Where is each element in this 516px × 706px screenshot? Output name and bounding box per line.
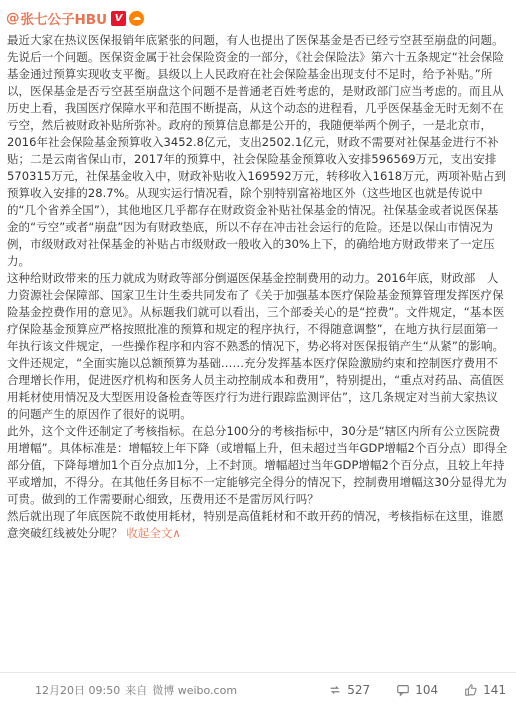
- source-prefix: 来自: [125, 683, 148, 697]
- collapse-link[interactable]: [126, 526, 181, 540]
- post-source[interactable]: 微博 weibo.com: [152, 683, 238, 697]
- post-meta: [35, 682, 328, 698]
- paragraph-2: 先说后一个问题。医保资金属于社会保险资金的一部分，《社会保险法》第六十五条规定“社会保险基金通过预算实现收支平衡。县级以上人民政府在社会保险基金出现支付不足时，给予补贴。”所以，医保基金是否亏空甚至崩盘这个问题不是普通老百姓考虑的，是财政部门应当考虑的。而且从历史上看，我国医疗保障水平和范围不断提高，从这个动态的进程看，几乎医保基金无时无刻不在亏空，然后被财政补贴所弥补。政府的预算信息都是公开的，我随便举两个例子，一是北京市，2016年社会保险基金预算收入3452.8亿元，支出2502.1亿元，财政不需要对社保基金进行不补贴；二是云南省保山市，2017年的预算中，社会保险基金预算收入安排596569万元，支出安排570315万元，社保基金收入中，财政补贴收入169592万元，转移收入1618万元，两项补贴占到预算收入安排的28.7%。从现实运行情况看，除个别特别富裕地区外（这些地区也就是传说中的“几个省养全国”），其他地区几乎都存在财政资金补贴社保基金的情况。社保基金或者说医保基金的“亏空”或者“崩盘”因为有财政垫底，所以不存在冲击社会运行的危险。还是以保山市情况为例，市级财政对社保基金的补贴占市级财政一般收入的30%上下，的确给地方财政带来了一定压力。: [7, 50, 507, 268]
- collapse-label: 收起全文: [126, 526, 173, 540]
- author-name[interactable]: 张七公子HBU: [20, 12, 108, 28]
- at-sign: @: [6, 10, 20, 26]
- paragraph-5-text: 然后就出现了年底医院不敢使用耗材，特别是高值耗材和不敢开药的情况，考核指标在这里，谁愿意突破红线被处分呢？: [7, 509, 504, 540]
- repost-count: 527: [347, 682, 371, 697]
- post-header: [0, 0, 516, 32]
- post-footer: [0, 672, 516, 706]
- post-date[interactable]: 12月20日 09:50: [35, 683, 121, 697]
- paragraph-3: 这种给财政带来的压力就成为财政等部分倒逼医保基金控制费用的动力。2016年底，财政部 人力资源社会保障部、国家卫生计生委共同发布了《关于加强基本医疗保险基金预算管理发挥医疗保险基金控费作用的意见》。从标题我们就可以看出，三个部委关心的是“控费”。文件规定，“基本医疗保险基金预算应严格按照批准的预算和规定的程序执行，不得随意调整”，在地方执行层面第一年执行该文件规定，一些操作程序和内容不熟悉的情况下，势必将对医保报销产生“从紧”的影响。文件还规定，“全面实施以总额预算为基础……充分发挥基本医疗保险激励约束和控制医疗费用不合理增长作用，促进医疗机构和医务人员主动控制成本和费用”，特别提出，“重点对药品、高值医用耗材使用情况及大型医用设备检查等医疗行为进行跟踪监测评估”，这几条规定对当前大家热议的问题产生的原因作了很好的说明。: [7, 271, 505, 421]
- repost-button[interactable]: [328, 683, 370, 697]
- paragraph-1: 最近大家在热议医保报销年底紧张的问题，有人也提出了医保基金是否已经亏空甚至崩盘的问题。: [7, 33, 504, 47]
- like-count: 141: [483, 682, 506, 697]
- level-badge-icon[interactable]: ☁: [129, 11, 144, 26]
- like-button[interactable]: [464, 683, 506, 697]
- comment-button[interactable]: [396, 683, 438, 697]
- comment-count: 104: [415, 682, 439, 697]
- post-actions: [328, 683, 506, 697]
- post-body: [0, 32, 516, 542]
- repost-icon: [328, 683, 342, 697]
- comment-icon: [396, 683, 410, 697]
- thumbs-up-icon: [464, 683, 478, 697]
- paragraph-4: 此外，这个文件还制定了考核指标。在总分100分的考核指标中，30分是“辖区内所有公立医院费用增幅”。具体标准是：增幅较上年下降（或增幅上升，但未超过当年GDP增幅2个百分点）即得全部分值，下降每增加1个百分点加1分，上不封顶。增幅超过当年GDP增幅2个百分点，且较上年持平或增加，不得分。在其他任务目标不一定能够完全得分的情况下，控制费用增幅这30分显得尤为可贵。做到的工作需要耐心细致，压费用还不是雷厉风行吗？: [7, 424, 508, 506]
- collapse-arrow-icon: ∧: [172, 526, 181, 540]
- vip-badge-icon[interactable]: V: [111, 11, 126, 26]
- paragraph-5: [7, 508, 508, 542]
